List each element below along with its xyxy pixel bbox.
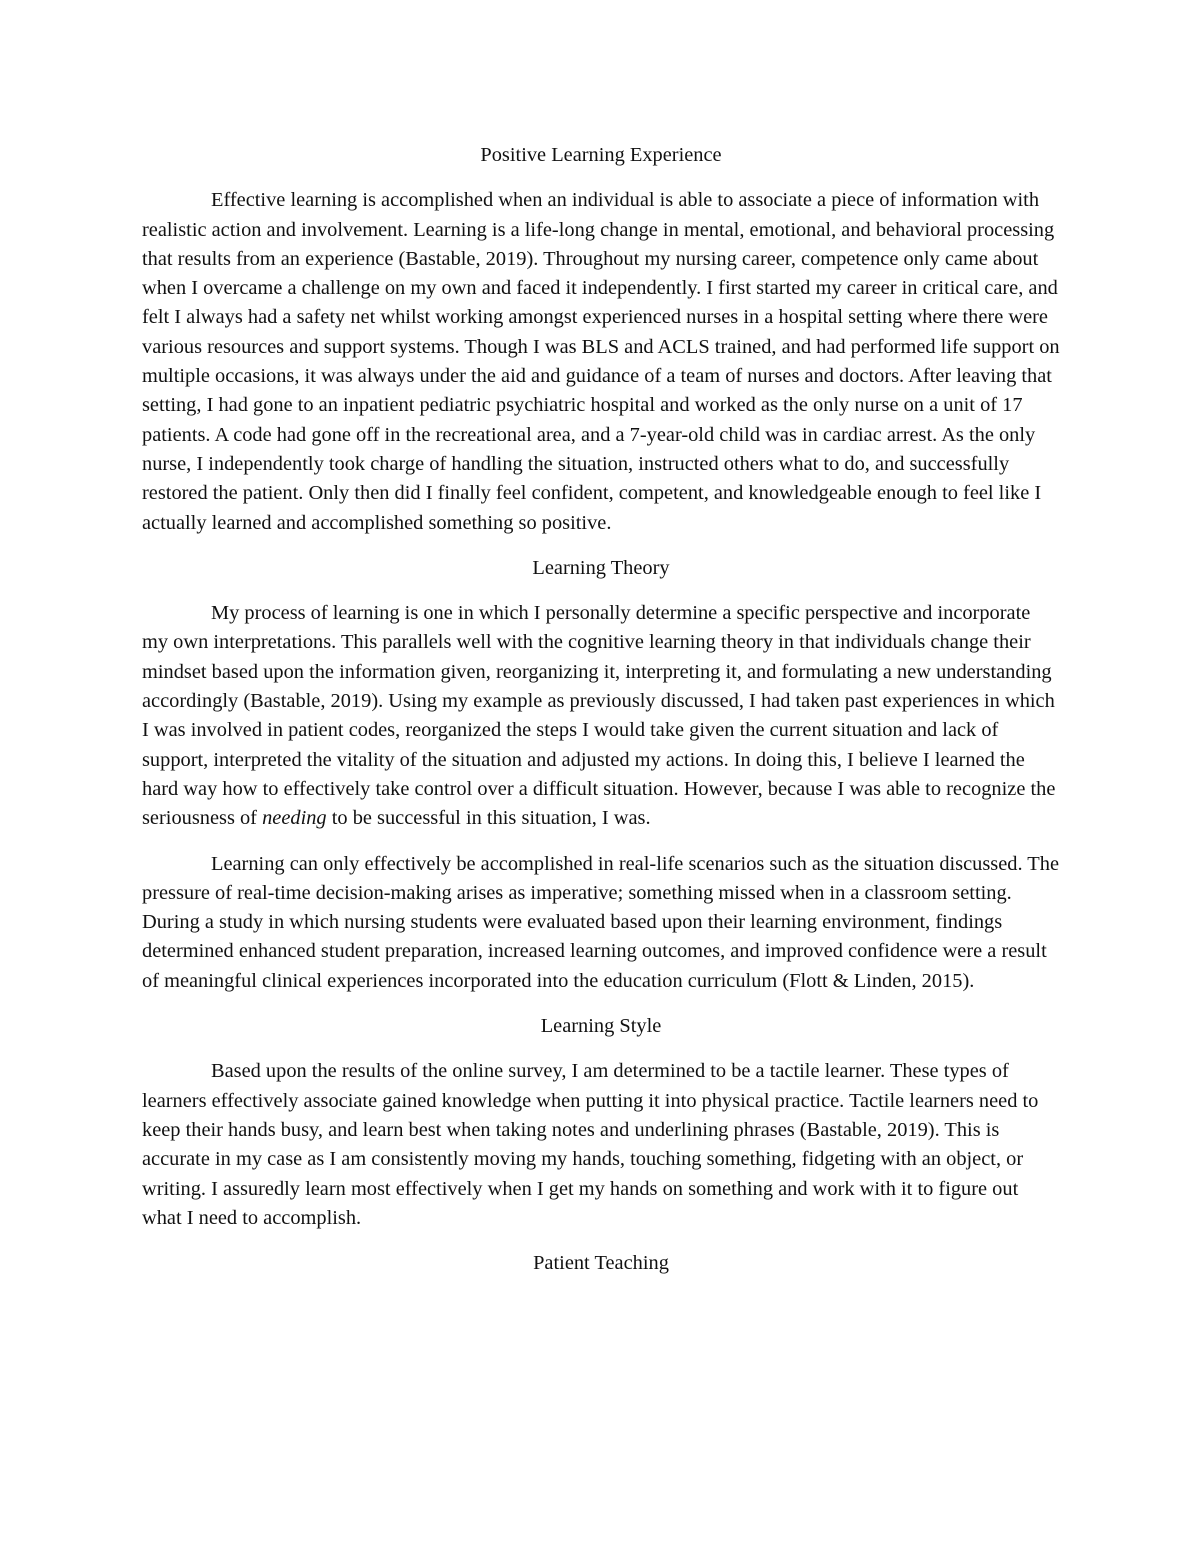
heading-positive-learning-experience: Positive Learning Experience <box>480 144 722 166</box>
emphasized-word: needing <box>262 807 327 830</box>
heading-learning-style: Learning Style <box>540 1015 662 1038</box>
paragraph-learning-theory-2: Learning can only effectively be accomplished in real-life scenarios such as the situation discussed. The pressure of real-time decision-making arises as imperative; something missed when in a classroom setting. During a study in which nursing students were evaluated based upon their learning environment, findings determined enhanced student preparation, increased learning outcomes, and improved confidence were a result of meaningful clinical experiences incorporated into the education curriculum (Flott & Linden, 2015). <box>142 852 1060 992</box>
paragraph-positive-learning-experience: Effective learning is accomplished when an individual is able to associate a piece of information with realistic action and involvement. Learning is a life-long change in mental, emotional, and behavioral processing that results from an experience (Bastable, 2019). Throughout my nursing career, competence only came about when I overcame a challenge on my own and faced it independently. I first started my career in critical care, and felt I always had a safety net whilst working amongst experienced nurses in a hospital setting where there were various resources and support systems. Though I was BLS and ACLS trained, and had performed life support on multiple occasions, it was always under the aid and guidance of a team of nurses and doctors. After leaving that setting, I had gone to an inpatient pediatric psychiatric hospital and worked as the only nurse on a unit of 17 patients. A code had gone off in the recreational area, and a 7-year-old child was in cardiac arrest. As the only nurse, I independently took charge of handling the situation, instructed others what to do, and successfully restored the patient. Only then did I finally feel confident, competent, and knowledgeable enough to feel like I actually learned and accomplished something so positive. <box>142 189 1060 534</box>
paragraph-learning-style: Based upon the results of the online survey, I am determined to be a tactile learner. These types of learners effectively associate gained knowledge when putting it into physical practice. Tactile learners need to keep their hands busy, and learn best when taking notes and underlining phrases (Bastable, 2019). This is accurate in my case as I am consistently moving my hands, touching something, fidgeting with an object, or writing. I assuredly learn most effectively when I get my hands on something and work with it to figure out what I need to accomplish. <box>142 1060 1039 1229</box>
heading-patient-teaching: Patient Teaching <box>533 1252 669 1275</box>
paragraph-learning-theory-1 <box>142 599 1060 833</box>
paragraph-text: My process of learning is one in which I personally determine a specific perspective and incorporate my own interpretations. This parallels well with the cognitive learning theory in that individuals change their mindset based upon the information given, reorganizing it, interpreting it, and formulating a new understanding accordingly (Bastable, 2019). Using my example as previously discussed, I had taken past experiences in which I was involved in patient codes, reorganized the steps I would take given the current situation and lack of support, interpreted the vitality of the situation and adjusted my actions. In doing this, I believe I learned the hard way how to effectively take control over a difficult situation. However, because I was able to recognize the seriousness of <box>142 602 1056 830</box>
paragraph-text: to be successful in this situation, I was. <box>326 807 651 830</box>
document-page <box>142 141 1060 1294</box>
heading-learning-theory: Learning Theory <box>532 556 670 579</box>
